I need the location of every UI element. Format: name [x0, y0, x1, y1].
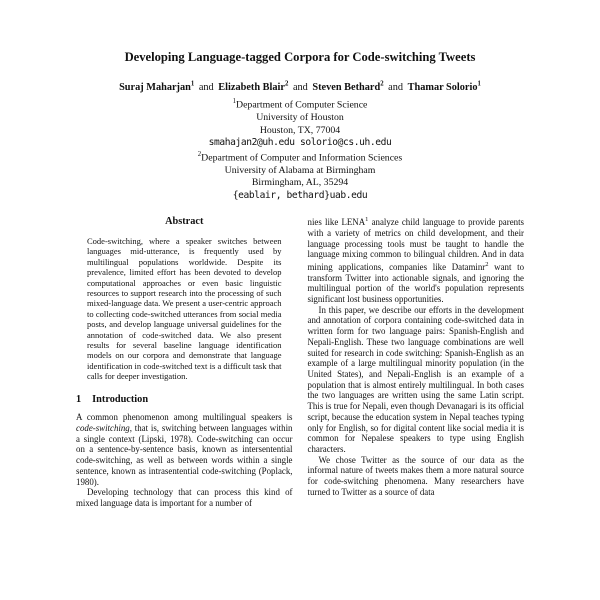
- author-affiliation-marker: 2: [380, 81, 384, 88]
- author-name: Suraj Maharjan$^1$: [119, 81, 195, 94]
- footnote-marker: 1: [365, 216, 369, 224]
- affiliation-marker: 1: [232, 98, 236, 106]
- authors-line: [76, 81, 524, 93]
- body-paragraph: We chose Twitter as the source of our data as the informal nature of tweets makes them a more natural source for code-switching phenomena. Many researchers have turned to Twitter as a source of data: [307, 454, 524, 497]
- affiliation-dept: $^2$Department of Computer and Information Sciences: [197, 151, 403, 164]
- author-name: Steven Bethard$^2$: [312, 81, 384, 94]
- right-column: [308, 215, 525, 600]
- author-separator: and: [292, 82, 308, 94]
- left-column: [76, 215, 293, 600]
- abstract-heading: Abstract: [165, 216, 204, 228]
- italic-term: code-switching: [76, 423, 130, 433]
- section-title: Introduction: [92, 393, 149, 405]
- author-affiliation-marker: 2: [284, 81, 289, 88]
- author-separator: and: [388, 82, 404, 94]
- affiliation-university: University of Houston: [256, 112, 344, 124]
- footnote-marker: 2: [485, 260, 489, 268]
- author-emails: {eablair, bethard}uab.edu: [232, 189, 368, 201]
- affiliation-dept: $^1$Department of Computer Science: [232, 98, 368, 111]
- section-heading-introduction: [76, 395, 293, 406]
- author-separator: and: [198, 82, 214, 94]
- section-number: 1: [76, 393, 82, 405]
- introduction-paragraph: Developing technology that can process this kind of mixed language data is important for a number of: [76, 487, 293, 508]
- two-column-body: [76, 215, 524, 600]
- abstract-text: Code-switching, where a speaker switches between languages mid-utterance, is frequently used by multilingual populations worldwide. Despite its prevalence, limited effort has been devoted to develop computational approaches or even basic linguistic resources to support research into the processing of such mixed-language data. We present a user-centric approach to collecting code-switched utterances from social media posts, and develop language universal guidelines for the annotation of code-switched data. We also present results for several baseline language identification models on our corpora and demonstrate that language identification in code-switched text is a difficult task that calls for deeper investigation.: [87, 235, 282, 382]
- body-paragraph: In this paper, we describe our efforts in the development and annotation of corpora containing code-switched data in written form for two language pairs: Spanish-English and Nepali-English. These two language combinations are well suited for research in code switching: Spanish-English as an example of a large multilingual minority population (in the United States), and Nepali-English is an example of a population that is almost entirely multilingual. In both cases the two languages are written using the same Latin script. This is true for Nepali, even though Devanagari is its official script, because the education system in Nepal teaches typing only for English, so for digital content like social media it is common for Nepalese speakers to type using English characters.: [307, 304, 524, 454]
- author-affiliation-marker: 1: [477, 81, 481, 88]
- affiliation-block: [76, 96, 524, 202]
- body-paragraph: nies like LENA$^1$ analyze child language to provide parents with a variety of metrics on child development, and their language processing tools must be taught to handle the language mixing common to bilingual children. And in data mining applications, companies like Dataminr$^2$ want to transform Twitter into actionable signals, and ignoring the multilingual portion of the world's population represents significant lost business opportunities.: [307, 216, 524, 305]
- author-name: Thamar Solorio$^1$: [407, 81, 481, 94]
- author-emails: smahajan2@uh.edu solorio@cs.uh.edu: [208, 136, 392, 148]
- paper-title: Developing Language-tagged Corpora for Code-switching Tweets: [124, 50, 476, 64]
- introduction-paragraph: A common phenomenon among multilingual speakers is code-switching, that is, switching between languages within a single context (Lipski, 1978). Code-switching can occur on a sentence-by-sentence basis, known as intersentential code-switching, as well as between words within a single sentence, known as intrasentential code-switching (Poplack, 1980).: [76, 412, 293, 487]
- affiliation-address: Birmingham, AL, 35294: [251, 177, 349, 189]
- author-affiliation-marker: 1: [190, 81, 195, 88]
- affiliation-marker: 2: [197, 151, 202, 159]
- affiliation-address: Houston, TX, 77004: [259, 124, 341, 136]
- affiliation-university: University of Alabama at Birmingham: [224, 164, 376, 176]
- author-name: Elizabeth Blair$^2$: [218, 81, 289, 94]
